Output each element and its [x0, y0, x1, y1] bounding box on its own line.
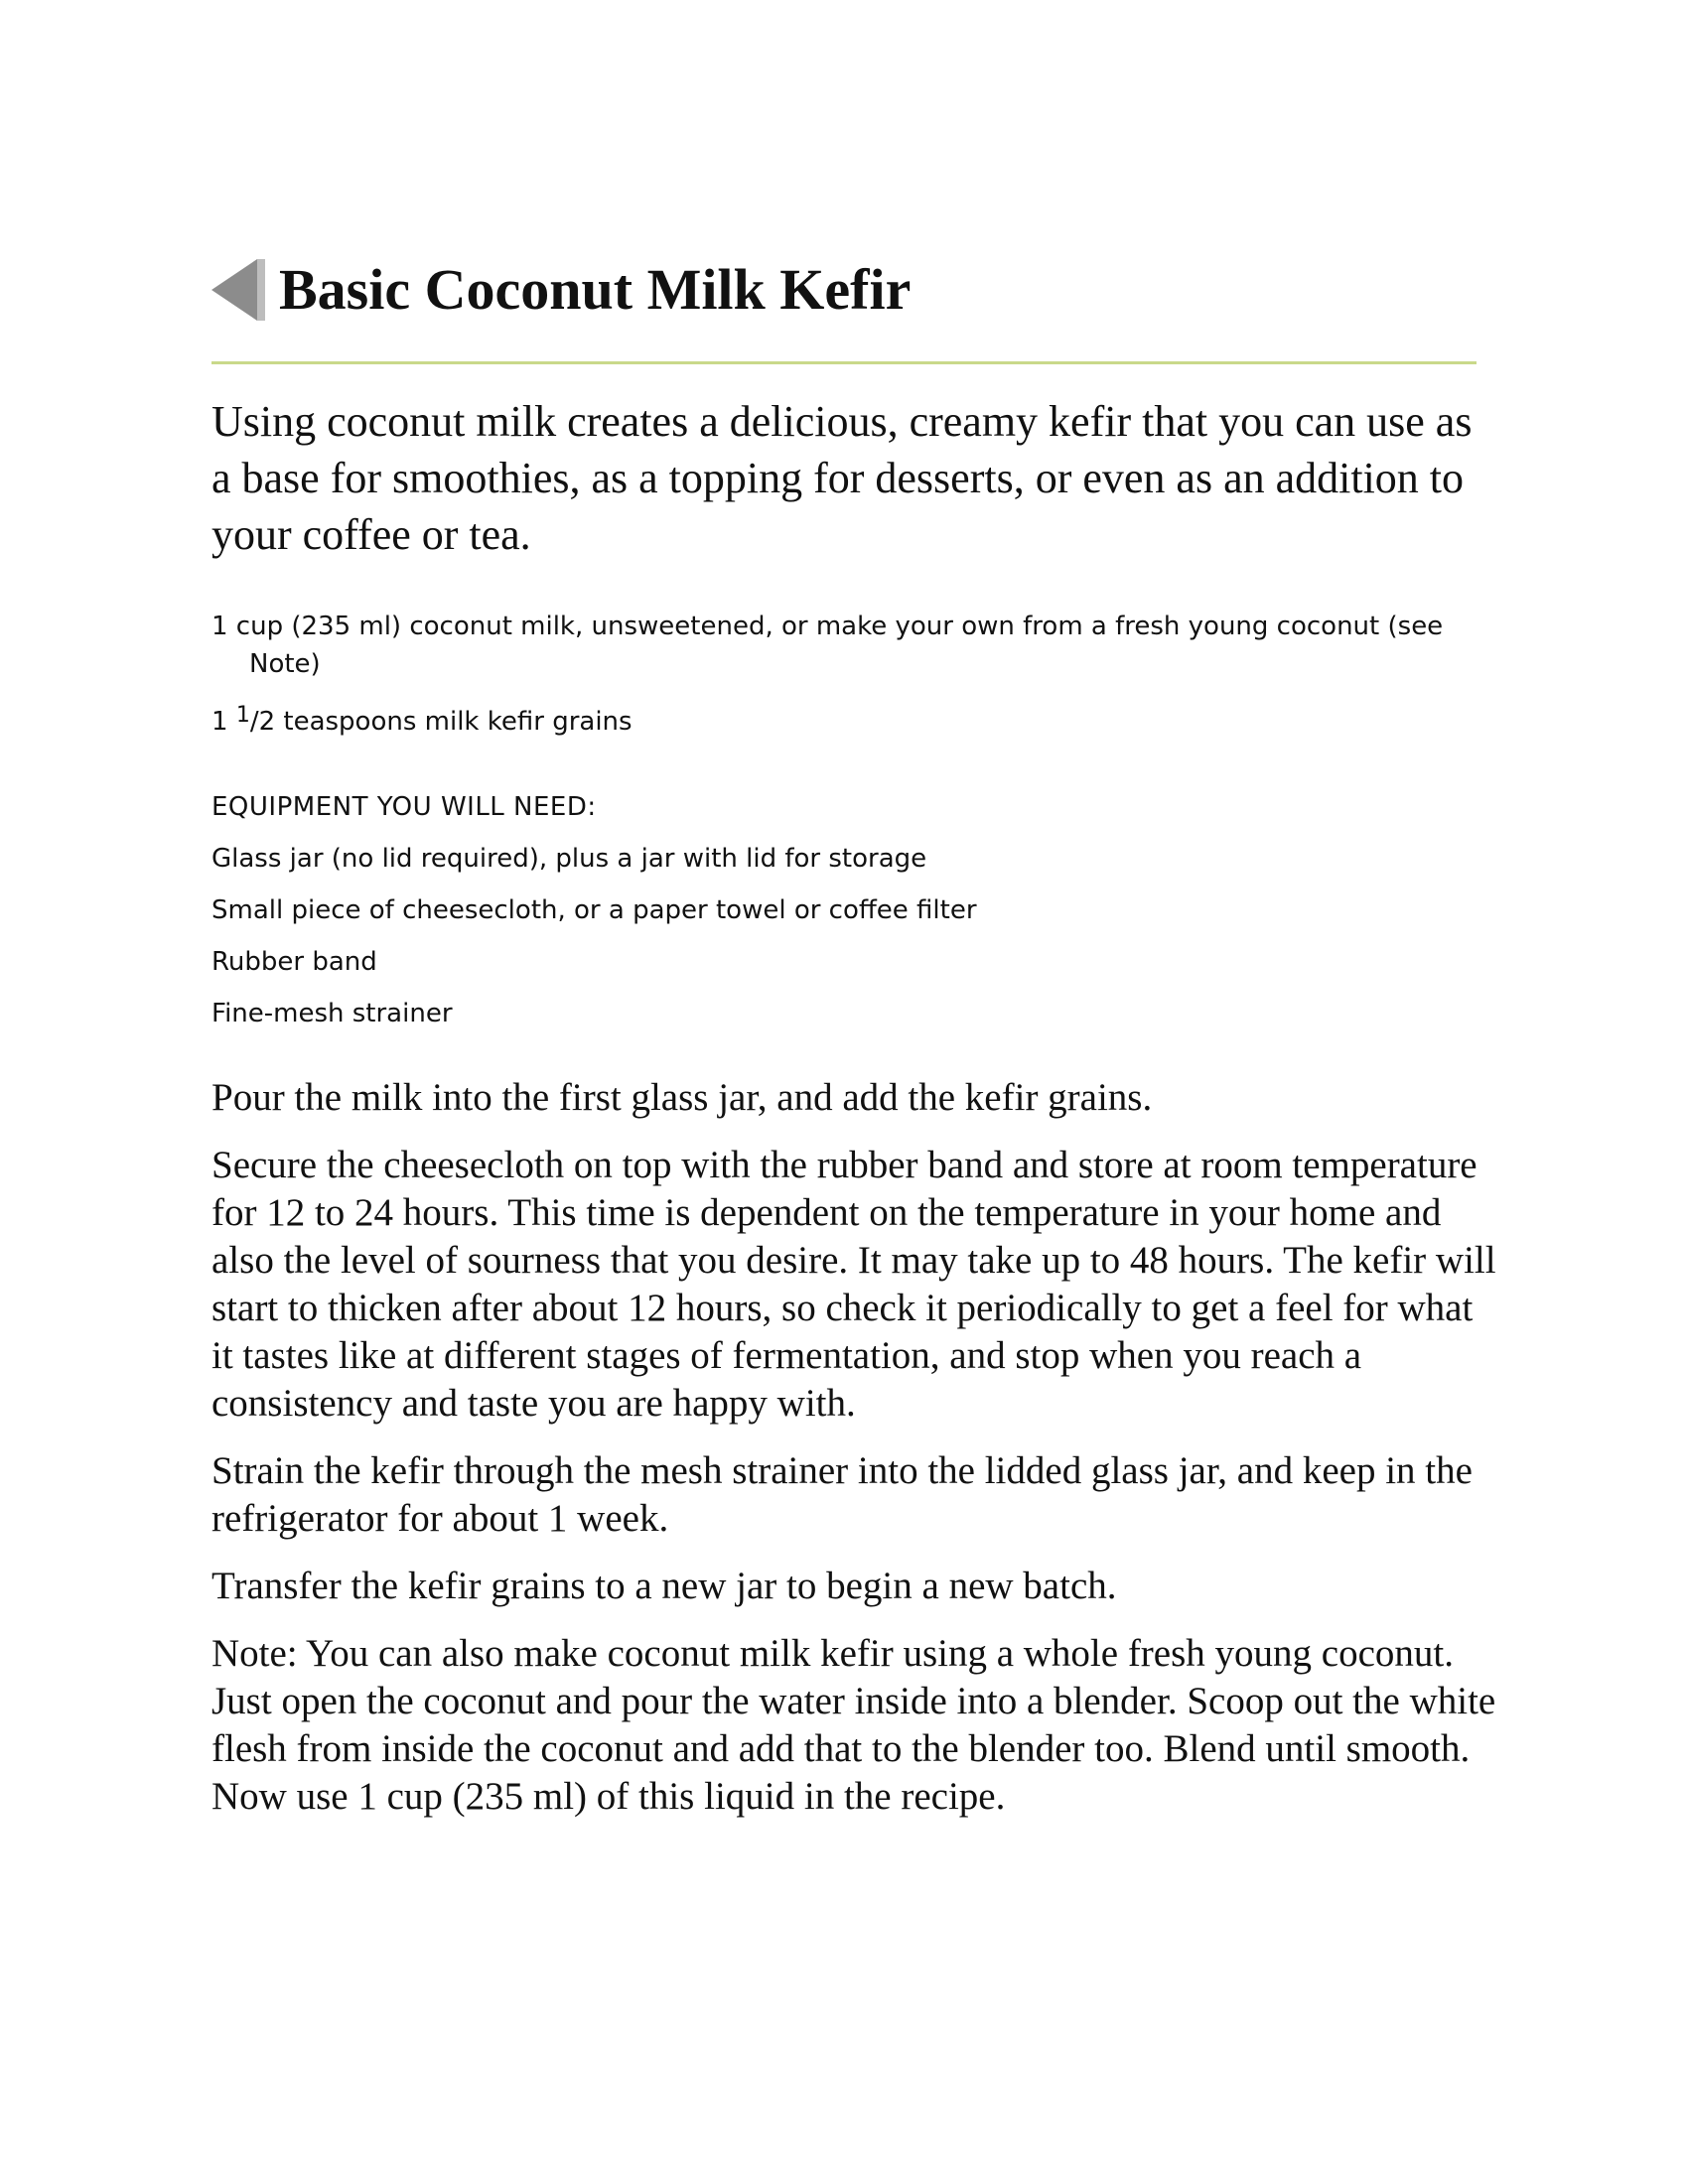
ingredients-list [211, 608, 1492, 741]
instruction-step: Strain the kefir through the mesh strainer into the lidded glass jar, and keep in the refrigerator for about 1 week. [211, 1449, 1473, 1540]
title-row [211, 250, 911, 330]
intro-paragraph: Using coconut milk creates a delicious, creamy kefir that you can use as a base for smoothies, as a topping for desserts, or even as an addition to your coffee or tea. [211, 397, 1473, 559]
equipment-item: Glass jar (no lid required), plus a jar with lid for storage [211, 844, 927, 874]
instruction-step: Transfer the kefir grains to a new jar to begin a new batch. [211, 1565, 1117, 1607]
equipment-section [211, 790, 1492, 1048]
title-divider [211, 361, 1477, 364]
instructions [211, 1074, 1502, 1841]
fraction-numerator: 1 [235, 703, 250, 728]
equipment-heading: EQUIPMENT YOU WILL NEED: [211, 792, 597, 822]
instruction-step: Secure the cheesecloth on top with the rubber band and store at room temperature for 12 to 24 hours. This time is dependent on the temperature in your home and also the level of sourness that you desire. It may take up to 48 hours. The kefir will start to thicken after about 12 hours, so check it periodically to get a feel for what it tastes like at different stages of fermentation, and stop when you reach a consistency and taste you are happy with. [211, 1144, 1496, 1425]
recipe-note: Note: You can also make coconut milk kefir using a whole fresh young coconut. Just open the coconut and pour the water inside into a blender. Scoop out the white flesh from inside the coconut and add that to the blender too. Blend until smooth. Now use 1 cup (235 ml) of this liquid in the recipe. [211, 1632, 1496, 1818]
ingredient-whole: 1 [211, 707, 236, 737]
ingredient-rest: /2 teaspoons milk kefir grains [249, 707, 633, 737]
page-title: Basic Coconut Milk Kefir [279, 257, 912, 322]
ingredient-item [211, 703, 1492, 741]
ingredient-item: 1 cup (235 ml) coconut milk, unsweetened, or make your own from a fresh young coconut (see Note) [211, 612, 1444, 679]
equipment-item: Fine-mesh strainer [211, 999, 453, 1028]
instruction-step: Pour the milk into the first glass jar, and add the kefir grains. [211, 1076, 1153, 1119]
equipment-item: Rubber band [211, 947, 377, 977]
equipment-item: Small piece of cheesecloth, or a paper towel or coffee filter [211, 895, 977, 925]
left-triangle-icon [211, 259, 265, 321]
